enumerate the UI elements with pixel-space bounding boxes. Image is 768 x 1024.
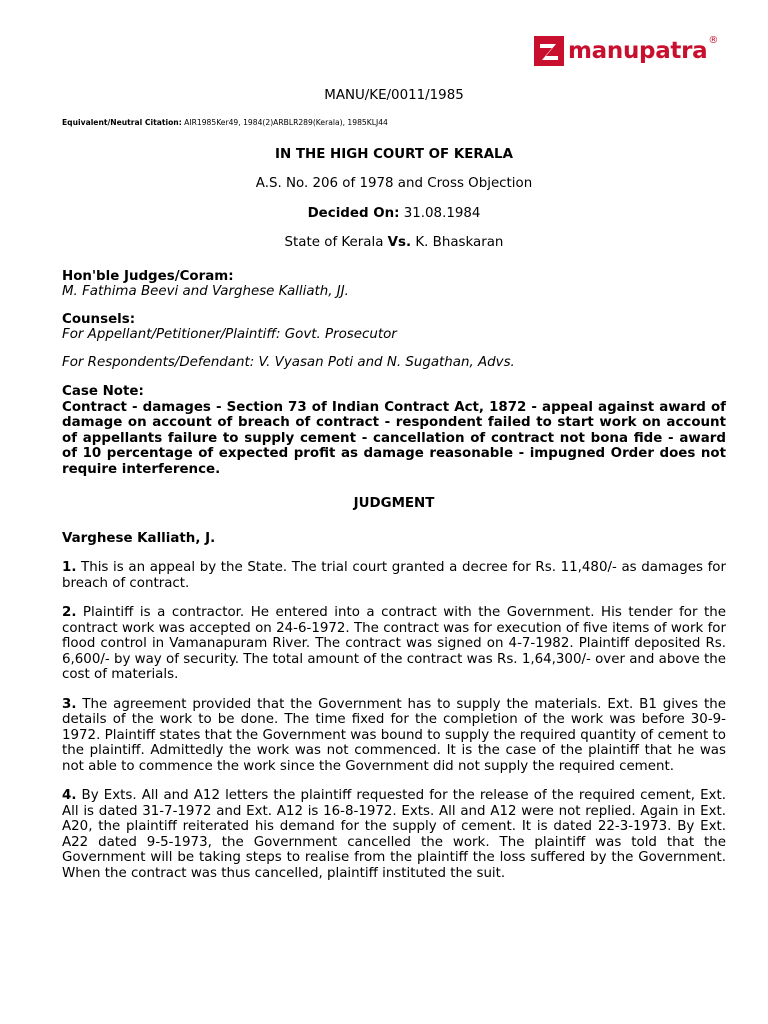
judgment-paragraph — [62, 788, 726, 881]
manupatra-logo — [534, 36, 718, 66]
decided-on — [62, 206, 726, 222]
judgment-paragraph — [62, 605, 726, 683]
paragraph-number: 2. — [62, 605, 77, 620]
paragraph-text: Plaintiff is a contractor. He entered into a contract with the Government. His tender for the contract work was accepted on 24-6-1972. The contract was for execution of five items of work for flood control in Vamanapuram River. The contract was signed on 4-7-1982. Plaintiff deposited Rs. 6,600/- by way of security. The total amount of the contract was Rs. 1,64,300/- over and above the cost of materials. — [62, 605, 726, 682]
case-note-text: Contract - damages - Section 73 of Indian Contract Act, 1872 - appeal against award of damage on account of breach of contract - respondent failed to start work on account of appellants failure to supply cement - cancellation of contract not bona fide - award of 10 percentage of expected profit as damage reasonable - impugned Order does not require interference. — [62, 399, 726, 477]
decided-on-date: 31.08.1984 — [399, 205, 481, 221]
brand-name: manupatra — [568, 38, 708, 64]
court-name: IN THE HIGH COURT OF KERALA — [275, 146, 513, 162]
equivalent-citation-value: AIR1985Ker49, 1984(2)ARBLR289(Kerala), 1985KLJ44 — [181, 117, 388, 127]
versus: Vs. — [387, 235, 412, 250]
judges-names: M. Fathima Beevi and Varghese Kalliath, JJ. — [62, 284, 349, 299]
judgment-heading: JUDGMENT — [353, 496, 435, 511]
counsels-label: Counsels: — [62, 311, 136, 327]
equivalent-citation-label: Equivalent/Neutral Citation: — [62, 117, 182, 127]
paragraph-number: 4. — [62, 788, 77, 803]
appellant-party: State of Kerala — [284, 235, 388, 250]
paragraph-text: By Exts. All and A12 letters the plaintiff requested for the release of the required cement, Ext. All is dated 31-7-1972 and Ext. A12 is 16-8-1972. Exts. All and A12 were not replied. Again in Ext. A20, the plaintiff reiterated his demand for the supply of cement. It is dated 22-3-1973. By Ext. A22 dated 9-5-1973, the Government cancelled the work. The plaintiff was told that the Government will be taking steps to realise from the plaintiff the loss suffered by the Government. When the contract was thus cancelled, plaintiff instituted the suit. — [62, 788, 726, 881]
judgment-paragraph — [62, 560, 726, 591]
case-note-label: Case Note: — [62, 384, 144, 399]
paragraph-number: 3. — [62, 696, 77, 712]
case-number: A.S. No. 206 of 1978 and Cross Objection — [255, 176, 533, 191]
appellant-counsel: For Appellant/Petitioner/Plaintiff: Govt. Prosecutor — [62, 327, 397, 342]
judges-label: Hon'ble Judges/Coram: — [62, 268, 234, 284]
registered-mark: ® — [708, 35, 719, 46]
judgment-paragraph — [62, 697, 726, 775]
respondent-counsel: For Respondents/Defendant: V. Vyasan Poti and N. Sugathan, Advs. — [62, 354, 515, 370]
decided-on-label: Decided On: — [307, 205, 400, 221]
manupatra-logo-icon — [534, 36, 564, 66]
paragraph-text: This is an appeal by the State. The trial court granted a decree for Rs. 11,480/- as damages for breach of contract. — [62, 560, 726, 591]
judgment-author: Varghese Kalliath, J. — [62, 530, 216, 546]
parties — [62, 235, 726, 251]
paragraph-number: 1. — [62, 560, 77, 575]
paragraph-text: The agreement provided that the Government has to supply the materials. Ext. B1 gives the details of the work to be done. The time fixed for the completion of the work was before 30-9-1972. Plaintiff states that the Government was bound to supply the required quantity of cement to the plaintiff. Admittedly the work was not commenced. It is the case of the plaintiff that he was not able to commence the work since the Government did not supply the required cement. — [62, 696, 726, 774]
equivalent-citation — [62, 118, 726, 128]
respondent-party: K. Bhaskaran — [411, 235, 504, 250]
citation-id: MANU/KE/0011/1985 — [324, 88, 464, 103]
document-body — [62, 88, 726, 881]
